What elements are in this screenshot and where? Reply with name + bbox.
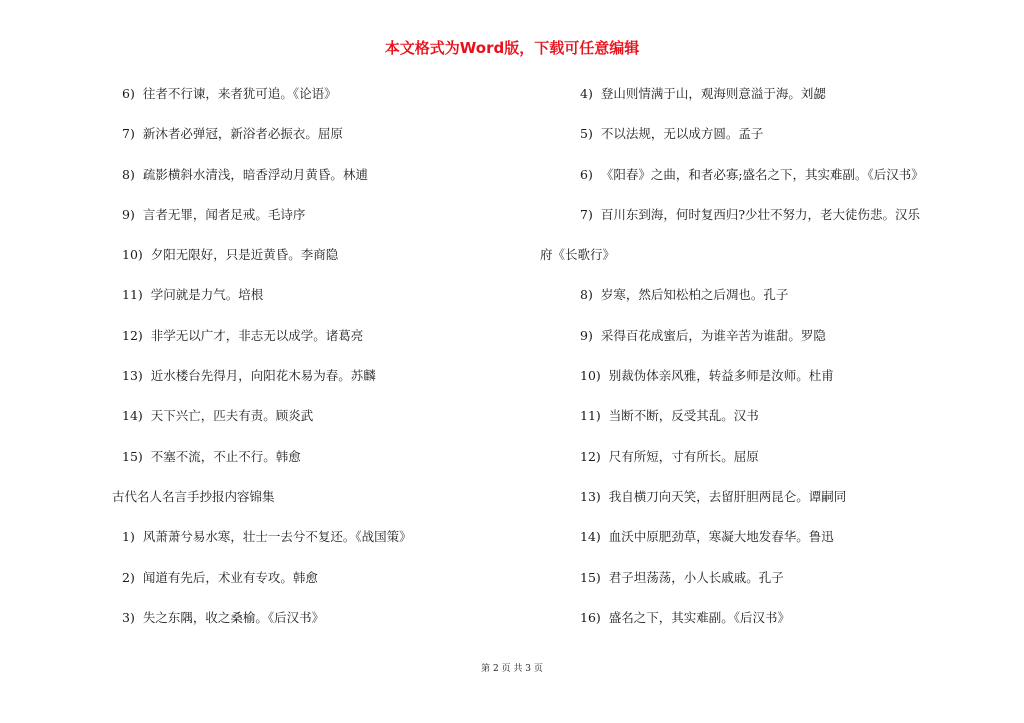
quote-number: 8) [580, 287, 593, 303]
quote-item [540, 362, 980, 402]
quote-number: 15) [580, 569, 601, 585]
quote-text: 古代名人名言手抄报内容锦集 [112, 488, 275, 504]
quote-number: 6) [122, 86, 135, 101]
quote-item [112, 120, 532, 160]
quote-number: 10) [580, 368, 601, 384]
quote-item [540, 604, 980, 644]
quote-text: 往者不行谏，来者犹可追。《论语》 [142, 86, 337, 101]
quote-item [112, 564, 532, 604]
quote-item [112, 402, 532, 442]
quote-text: 采得百花成蜜后，为谁辛苦为谁甜。罗隐 [600, 327, 826, 343]
quote-number: 1) [122, 529, 135, 545]
quote-text: 血沃中原肥劲草，寒凝大地发春华。鲁迅 [608, 529, 834, 545]
quote-text: 百川东到海，何时复西归?少壮不努力，老大徒伤悲。汉乐 [600, 206, 921, 222]
quote-number: 14) [122, 408, 143, 424]
quote-text: 我自横刀向天笑，去留肝胆两昆仑。谭嗣同 [608, 488, 847, 504]
quote-text: 别裁伪体亲风雅，转益多师是汝师。杜甫 [608, 368, 834, 384]
quote-text: 《阳春》之曲，和者必寡;盛名之下，其实难副。《后汉书》 [600, 166, 924, 182]
right-column [540, 80, 980, 644]
quote-number: 11) [122, 287, 143, 303]
quote-item [540, 402, 980, 442]
quote-item [112, 443, 532, 483]
quote-item [112, 604, 532, 644]
quote-item [540, 281, 980, 321]
quote-item [540, 523, 980, 563]
document-banner: 本文格式为Word版，下载可任意编辑 [384, 39, 640, 57]
quote-number: 3) [122, 609, 135, 625]
quote-number: 7) [580, 206, 593, 222]
quote-text: 疏影横斜水清浅，暗香浮动月黄昏。林逋 [142, 166, 368, 182]
quote-item [540, 564, 980, 604]
quote-item [112, 161, 532, 201]
quote-text: 夕阳无限好，只是近黄昏。李商隐 [150, 247, 339, 263]
quote-item [112, 523, 532, 563]
quote-text: 岁寒，然后知松柏之后凋也。孔子 [600, 287, 789, 303]
quote-text: 登山则情满于山，观海则意溢于海。刘勰 [600, 86, 826, 101]
text-line [112, 483, 532, 523]
quote-number: 9) [122, 206, 135, 222]
quote-text: 非学无以广才，非志无以成学。诸葛亮 [150, 327, 364, 343]
quote-number: 13) [580, 488, 601, 504]
quote-text: 新沐者必弹冠，新浴者必振衣。屈原 [142, 126, 343, 142]
quote-item [112, 362, 532, 402]
quote-item [112, 80, 532, 120]
quote-item [540, 443, 980, 483]
quote-text: 不以法规，无以成方圆。孟子 [600, 126, 764, 142]
quote-text: 学问就是力气。培根 [150, 287, 264, 303]
quote-text: 当断不断，反受其乱。汉书 [608, 408, 759, 424]
quote-number: 4) [580, 86, 593, 101]
text-line [540, 241, 980, 281]
quote-text: 闻道有先后，术业有专攻。韩愈 [142, 569, 318, 585]
quote-number: 10) [122, 247, 143, 263]
quote-number: 8) [122, 166, 135, 182]
quote-item [112, 281, 532, 321]
quote-text: 失之东隅，收之桑榆。《后汉书》 [142, 609, 325, 625]
quote-number: 6) [580, 166, 593, 182]
quote-number: 13) [122, 368, 143, 384]
quote-number: 7) [122, 126, 135, 142]
quote-text: 近水楼台先得月，向阳花木易为春。苏麟 [150, 368, 376, 384]
quote-item [112, 201, 532, 241]
quote-item [112, 241, 532, 281]
quote-text: 天下兴亡，匹夫有责。顾炎武 [150, 408, 314, 424]
quote-item [540, 322, 980, 362]
left-column [112, 80, 532, 644]
quote-number: 2) [122, 569, 135, 585]
quote-item [540, 483, 980, 523]
quote-number: 12) [580, 448, 601, 464]
quote-text: 风萧萧兮易水寒，壮士一去兮不复还。《战国策》 [142, 529, 412, 545]
quote-text: 盛名之下，其实难副。《后汉书》 [608, 609, 791, 625]
quote-item [540, 120, 980, 160]
quote-item [540, 201, 980, 241]
quote-text: 尺有所短，寸有所长。屈原 [608, 448, 759, 464]
quote-number: 5) [580, 126, 593, 142]
quote-item [540, 80, 980, 120]
quote-number: 11) [580, 408, 601, 424]
quote-number: 15) [122, 448, 143, 464]
quote-text: 不塞不流，不止不行。韩愈 [150, 448, 301, 464]
quote-text: 君子坦荡荡，小人长戚戚。孔子 [608, 569, 784, 585]
page-number-footer: 第 2 页 共 3 页 [481, 664, 543, 674]
quote-item [112, 322, 532, 362]
quote-item [540, 161, 980, 201]
quote-text: 府《长歌行》 [540, 247, 616, 263]
quote-number: 16) [580, 609, 601, 625]
quote-number: 12) [122, 327, 143, 343]
quote-number: 14) [580, 529, 601, 545]
quote-text: 言者无罪，闻者足戒。毛诗序 [142, 206, 306, 222]
quote-number: 9) [580, 327, 593, 343]
